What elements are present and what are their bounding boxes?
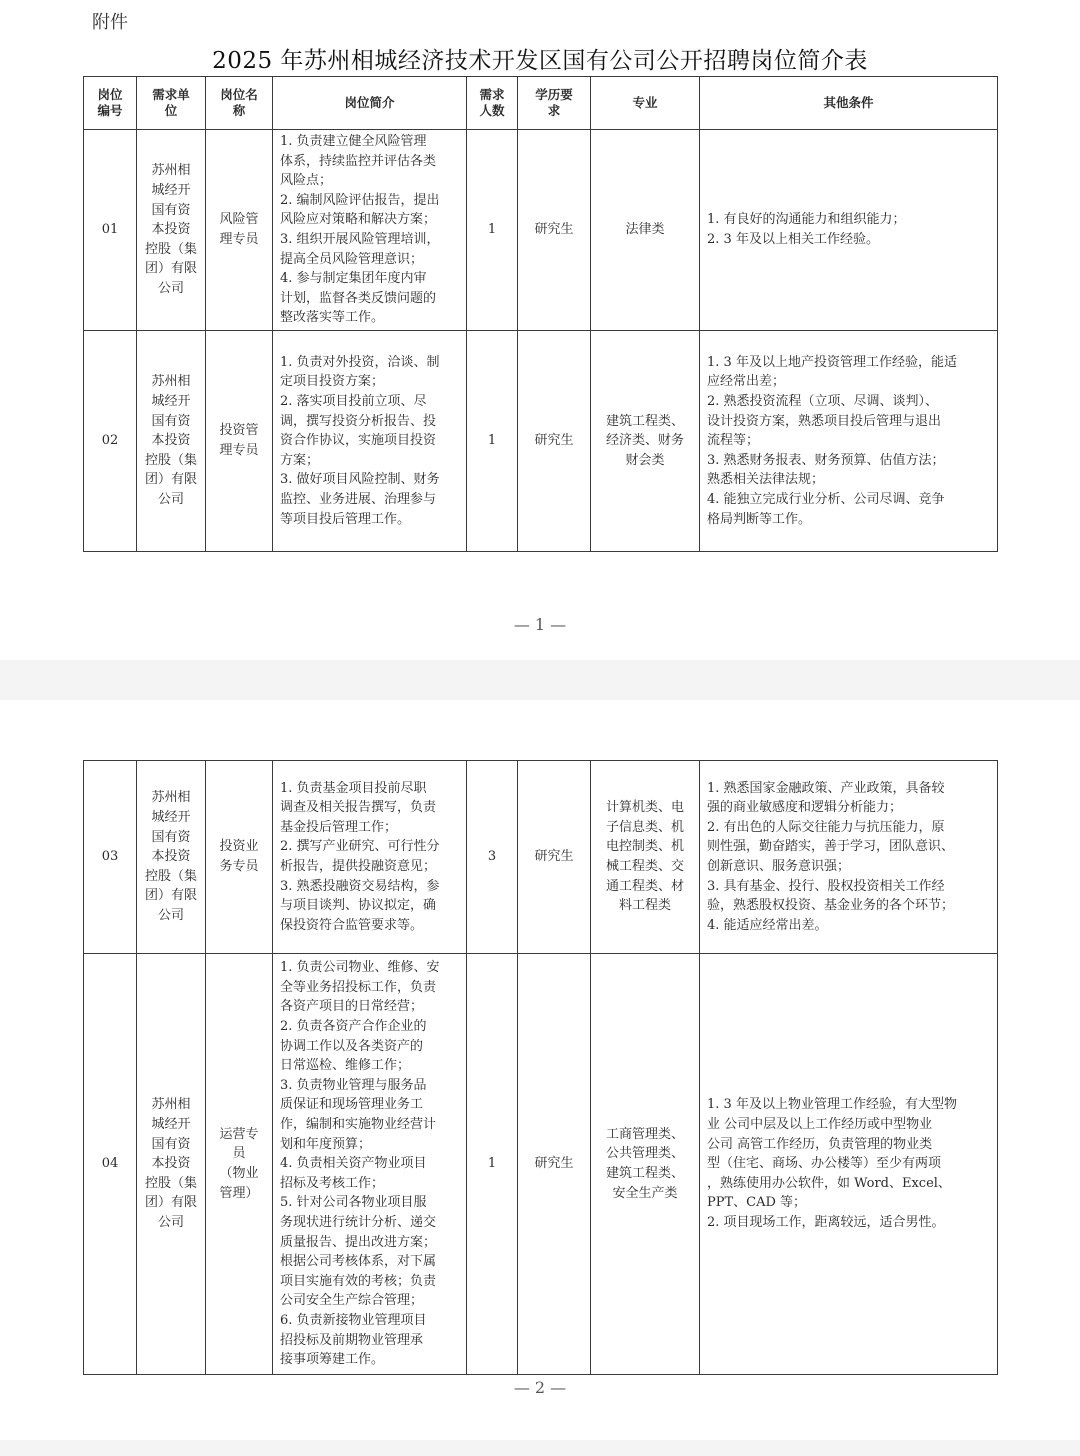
table-row: [84, 130, 998, 331]
positions-table-page-1: [83, 76, 998, 552]
table-header-row: [84, 77, 998, 130]
cell-count: 3: [467, 761, 518, 954]
cell-name: 运营专 员 （物业 管理）: [206, 954, 273, 1375]
cell-edu: 研究生: [518, 761, 591, 954]
cell-unit: 苏州相 城经开 国有资 本投资 控股（集 团）有限 公司: [137, 130, 206, 331]
page-number: — 1 —: [513, 615, 567, 634]
positions-table-page-2: [83, 760, 998, 1375]
header-edu: 学历要 求: [518, 77, 591, 130]
cell-other: 1. 有良好的沟通能力和组织能力； 2. 3 年及以上相关工作经验。: [700, 130, 998, 331]
cell-major: 计算机类、电 子信息类、机 电控制类、机 械工程类、交 通工程类、材 料工程类: [591, 761, 700, 954]
cell-major: 法律类: [591, 130, 700, 331]
attachment-label: 附件: [92, 12, 128, 33]
header-name: 岗位名 称: [206, 77, 273, 130]
header-major: 专业: [591, 77, 700, 130]
cell-count: 1: [467, 130, 518, 331]
cell-name: 投资管 理专员: [206, 331, 273, 552]
header-unit: 需求单 位: [137, 77, 206, 130]
cell-other: 1. 3 年及以上物业管理工作经验，有大型物 业 公司中层及以上工作经历或中型物业 公司 高管工作经历，负责管理的物业类 型（住宅、商场、办公楼等）至少有两项 ，熟练使用办公软件，如 Word、Excel、 PPT、CAD 等； 2. 项目现场工作，距离较远，适合男性。: [700, 954, 998, 1375]
cell-edu: 研究生: [518, 130, 591, 331]
cell-unit: 苏州相 城经开 国有资 本投资 控股（集 团）有限 公司: [137, 331, 206, 552]
table-row: [84, 761, 998, 954]
cell-name: 投资业 务专员: [206, 761, 273, 954]
header-id: 岗位 编号: [84, 77, 137, 130]
cell-desc: 1. 负责公司物业、维修、安 全等业务招投标工作，负责 各资产项目的日常经营； 2. 负责各资产合作企业的 协调工作以及各类资产的 日常巡检、维修工作； 3. 负责物业管理与服务品 质保证和现场管理业务工 作，编制和实施物业经营计 划和年度预算； 4. 负责相关资产物业项目 招标及考核工作； 5. 针对公司各物业项目服 务现状进行统计分析、递交 质量报告、提出改进方案； 根据公司考核体系，对下属 项目实施有效的考核；负责 公司安全生产综合管理； 6. 负责新接物业管理项目 招投标及前期物业管理承 接事项筹建工作。: [273, 954, 467, 1375]
cell-edu: 研究生: [518, 331, 591, 552]
header-count: 需求 人数: [467, 77, 518, 130]
cell-unit: 苏州相 城经开 国有资 本投资 控股（集 团）有限 公司: [137, 761, 206, 954]
cell-id: 04: [84, 954, 137, 1375]
cell-desc: 1. 负责建立健全风险管理 体系，持续监控并评估各类 风险点； 2. 编制风险评估报告，提出 风险应对策略和解决方案； 3. 组织开展风险管理培训， 提高全员风险管理意识； 4. 参与制定集团年度内审 计划，监督各类反馈问题的 整改落实等工作。: [273, 130, 467, 331]
header-other: 其他条件: [700, 77, 998, 130]
cell-major: 工商管理类、 公共管理类、 建筑工程类、 安全生产类: [591, 954, 700, 1375]
cell-id: 03: [84, 761, 137, 954]
cell-id: 01: [84, 130, 137, 331]
cell-count: 1: [467, 954, 518, 1375]
cell-desc: 1. 负责基金项目投前尽职 调查及相关报告撰写，负责 基金投后管理工作； 2. 撰写产业研究、可行性分 析报告，提供投融资意见； 3. 熟悉投融资交易结构，参 与项目谈判、协议拟定，确 保投资符合监管要求等。: [273, 761, 467, 954]
page-number: — 2 —: [513, 1378, 567, 1397]
cell-unit: 苏州相 城经开 国有资 本投资 控股（集 团）有限 公司: [137, 954, 206, 1375]
table-row: [84, 954, 998, 1375]
cell-id: 02: [84, 331, 137, 552]
cell-count: 1: [467, 331, 518, 552]
cell-major: 建筑工程类、 经济类、财务 财会类: [591, 331, 700, 552]
cell-edu: 研究生: [518, 954, 591, 1375]
cell-name: 风险管 理专员: [206, 130, 273, 331]
cell-other: 1. 3 年及以上地产投资管理工作经验，能适 应经常出差； 2. 熟悉投资流程（立项、尽调、谈判）、 设计投资方案，熟悉项目投后管理与退出 流程等； 3. 熟悉财务报表、财务预算、估值方法； 熟悉相关法律法规； 4. 能独立完成行业分析、公司尽调、竞争 格局判断等工作。: [700, 331, 998, 552]
cell-desc: 1. 负责对外投资，洽谈、制 定项目投资方案； 2. 落实项目投前立项、尽 调，撰写投资分析报告、投 资合作协议，实施项目投资 方案； 3. 做好项目风险控制、财务 监控、业务进展、治理参与 等项目投后管理工作。: [273, 331, 467, 552]
table-row: [84, 331, 998, 552]
header-desc: 岗位简介: [273, 77, 467, 130]
cell-other: 1. 熟悉国家金融政策、产业政策，具备较 强的商业敏感度和逻辑分析能力； 2. 有出色的人际交往能力与抗压能力，原 则性强，勤奋踏实，善于学习，团队意识、 创新意识、服务意识强； 3. 具有基金、投行、股权投资相关工作经 验，熟悉股权投资、基金业务的各个环节； 4. 能适应经常出差。: [700, 761, 998, 954]
document-title: 2025 年苏州相城经济技术开发区国有公司公开招聘岗位简介表: [212, 48, 868, 74]
